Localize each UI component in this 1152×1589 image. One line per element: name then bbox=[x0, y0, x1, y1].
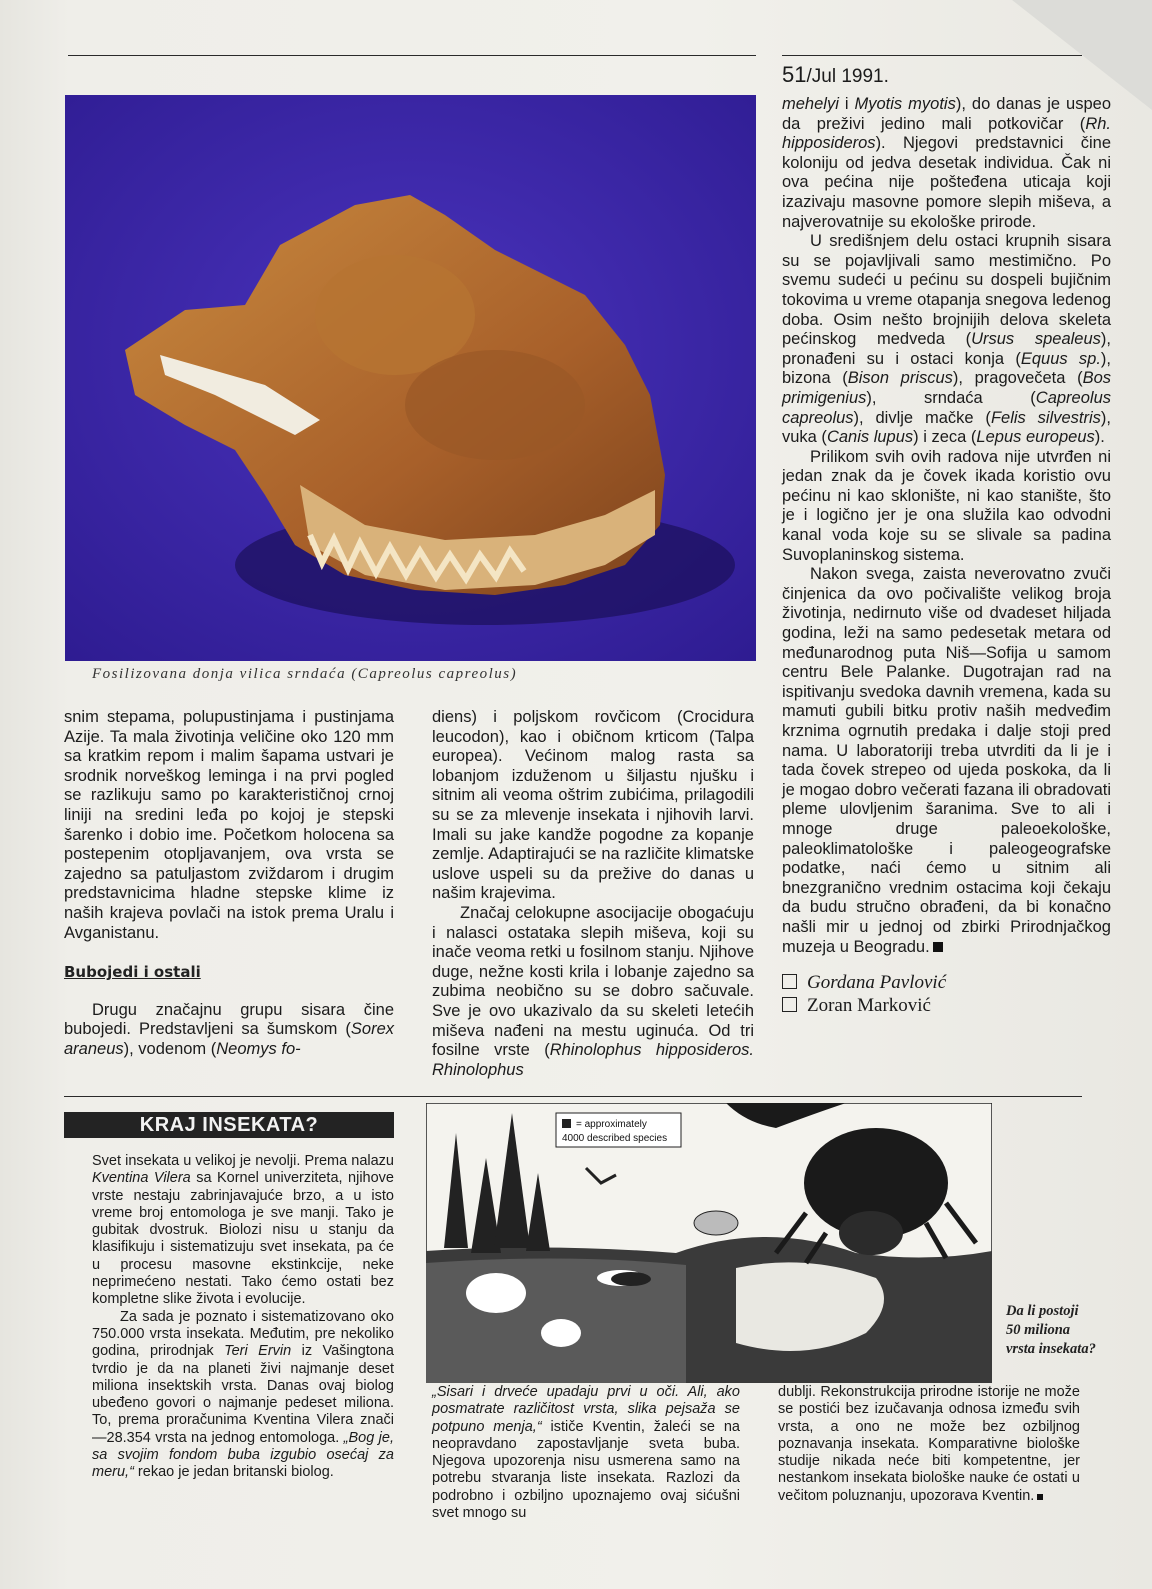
legend-line-1: = approximately bbox=[576, 1119, 647, 1130]
author: Gordana Pavlović bbox=[782, 971, 1111, 994]
species-illustration bbox=[426, 1103, 992, 1383]
section-subhead: Bubojedi i ostali bbox=[64, 963, 201, 982]
top-rule-left bbox=[68, 55, 756, 56]
paragraph: diens) i poljskom rovčicom (Crocidura leucodon), kao i običnom krticom (Talpa europea). Većinom malog rasta sa lobanjom izduženom u šiljastu njušku i sitnim ali veoma oštrim zubićima, prilagodili su se za mlevenje insekata i njihovih larvi. Imali su jake kandže pogodne za kopanje zemlje. Adaptirajući se na različite klimatske uslove uspeli su da prežive do danas u našim krajevima. bbox=[432, 708, 754, 903]
author: Zoran Marković bbox=[782, 994, 1111, 1017]
paragraph: dublji. Rekonstrukcija prirodne istorije ne može se postići bez izučavanja odnosa između svih vrsta, a ono ne može bez ozbiljnog poznavanja insekata. Komparativne biološke studije nikada neće biti kompetentne, jer nestankom insekata biološke nauke će ostati u večitom poluznanju, upozorava Kventin. bbox=[778, 1384, 1080, 1504]
paragraph: „Sisari i drveće upadaju prvi u oči. Ali, ako posmatrate različitost vrsta, slika pejsaža se potpuno menja,“ ističe Kventin, žaleći se na neopravdano zapostavljanje sveta buba. Njegova upozorenja nisu usmerena samo na potrebu stvaranja liste insekata. Razlozi da podrobno i ozbiljno upoznajemo ovaj sićušni svet mnogo su bbox=[432, 1384, 740, 1522]
paragraph: Nakon svega, zaista neverovatno zvuči činjenica da ovo počivalište velikog broja životinja, nedirnuto više od dvadeset hiljada godina, leži na samo pedesetak metara od međunarodnog puta Niš—Sofija u samom centru Bele Palanke. Dugotrajan rad na ispitivanju svedoka davnih vremena, kada su mamuti gubili bitku protiv naših medveđim krznima ogrnutih predaka i dalje stoji pred nama. U laboratoriji treba utvrditi da li je i tada čovek strepeo od ujeda poskoka, da li je mogao dobro večerati fazana ili obradovati pleme ulovljenim šaranima. Sve to ali i mnoge druge paleoekološke, paleoklimatološke i paleogeografske podatke, naći ćemo u sitnim ali bnezgranično vrednim ostacima koji čekaju da budu stručno obrađeni, da bi konačno našli mir u jednoj od zbirki Prirodnjačkog muzeja u Beogradu. bbox=[782, 565, 1111, 956]
end-mark bbox=[933, 942, 943, 952]
paragraph: U središnjem delu ostaci krupnih sisara su se pojavljivali samo mestimično. Po svemu sudeći u pećinu su dospeli bujičnim tokovima u vreme otapanja snegova ledenog doba. Osim nešto brojnijih delova skeleta pećinskog medveda (Ursus spealeus), pronađeni su i ostaci konja (Equus sp.), bizona (Bison priscus), pragovečeta (Bos primigenius), srndaća (Capreolus capreolus), divlje mačke (Felis silvestris), vuka (Canis lupus) i zeca (Lepus europeus). bbox=[782, 232, 1112, 447]
photo-caption: Fosilizovana donja vilica srndaća (Capreolus capreolus) bbox=[92, 666, 518, 682]
article-column-3 bbox=[782, 95, 1111, 1017]
checkbox-icon bbox=[782, 997, 797, 1012]
insect-column-3 bbox=[778, 1384, 1080, 1505]
checkbox-icon bbox=[782, 974, 797, 989]
paragraph: Svet insekata u velikoj je nevolji. Prema nalazu Kventina Vilera sa Kornel univerziteta, njihove vrste nestaju zabrinjavajuće brzo, a u isto vreme broj entomologa je sve manji. Tako je gubitak dvostruk. Biolozi nisu u stanju da klasifikuju i sistematizuju svet insekata, pa će u procesu masovne ekstinkcije, neke neprimećeno nestati. Tako ćemo ostati bez kompletne slike života i evolucije. bbox=[92, 1153, 394, 1308]
end-mark bbox=[1037, 1494, 1043, 1500]
paragraph: Drugu značajnu grupu sisara čine bubojedi. Predstavljeni sa šumskom (Sorex araneus), vodenom (Neomys fo- bbox=[64, 1000, 394, 1058]
insect-column-2 bbox=[432, 1384, 740, 1522]
insect-column-1 bbox=[92, 1153, 394, 1482]
paragraph: Za sada je poznato i sistematizovano oko 750.000 vrsta insekata. Međutim, pre nekoliko godina, prirodnjak Teri Ervin iz Vašingtona tvrdio je da na planeti živi najmanje deset miliona insektskih vrsta. Danas ovaj biolog ubeđeno govori o najmanje pedeset miliona. To, prema proračunima Kventina Vilera znači—28.354 vrsta na jednog entomologa. „Bog je, sa svojim fondom buba izgubio osećaj za meru,“ rekao je jedan britanski biolog. bbox=[92, 1308, 394, 1481]
illustration-caption: Da li postoji 50 miliona vrsta insekata? bbox=[1006, 1303, 1096, 1357]
article-column-2 bbox=[432, 708, 754, 1080]
authors bbox=[782, 971, 1111, 1017]
paragraph: Značaj celokupne asocijacije obogaćuju i nalasci ostataka slepih miševa, koji su inače veoma retki u fosilnom stanju. Njihove duge, nežne kosti krila i lobanje zajedno sa zubima neobično su se dobro sačuvale. Sve je ovo ukazivalo da su skeleti letećih miševa nađeni na mestu uginuća. Od tri fosilne vrste (Rhinolophus hipposideros. Rhinolophus bbox=[432, 903, 754, 1079]
section-divider bbox=[64, 1096, 1082, 1097]
paragraph: mehelyi i Myotis myotis), do danas je uspeo da preživi jedino mali potkovičar (Rh. hipposideros). Njegovi predstavnici čine koloniju od jedva desetak individua. Čak ni ova pećina nije pošteđena uticaja koji izazivaju masovne pomore slepih miševa, a najverovatnije su ekološke prirode. bbox=[782, 95, 1111, 231]
fossil-photo bbox=[65, 95, 756, 661]
issue-label: 51/Jul 1991. bbox=[782, 62, 889, 87]
insect-banner: KRAJ INSEKATA? bbox=[64, 1112, 394, 1138]
paragraph: snim stepama, polupustinjama i pustinjama Azije. Ta mala životinja veličine oko 120 mm sa kratkim repom i malim šapama ustvari je srodnik norveškog leminga i na prvi pogled se razlikuju samo po karakterističnoj crnoj liniji na sredini leđa po kojoj je stepski šarenko i dobio ime. Početkom holocena sa postepenim otopljavanjem, ova vrsta se zajedno sa patuljastom zviždarom i drugim predstavnicima hladne stepske klime iz naših krajeva povlači na istok prema Uralu i Avganistanu. bbox=[64, 708, 394, 942]
top-rule-right bbox=[782, 55, 1082, 56]
article-column-1 bbox=[64, 708, 394, 1060]
paragraph: Prilikom svih ovih radova nije utvrđen ni jedan znak da je čovek ikada koristio ovu pećinu ni kao sklonište, ni kao stanište, što je i logično jer je ona služila kao odvodni kanal voda koje su se slivale sa padina Suvoplaninskog sistema. bbox=[782, 447, 1111, 564]
legend-line-2: 4000 described species bbox=[562, 1133, 668, 1144]
